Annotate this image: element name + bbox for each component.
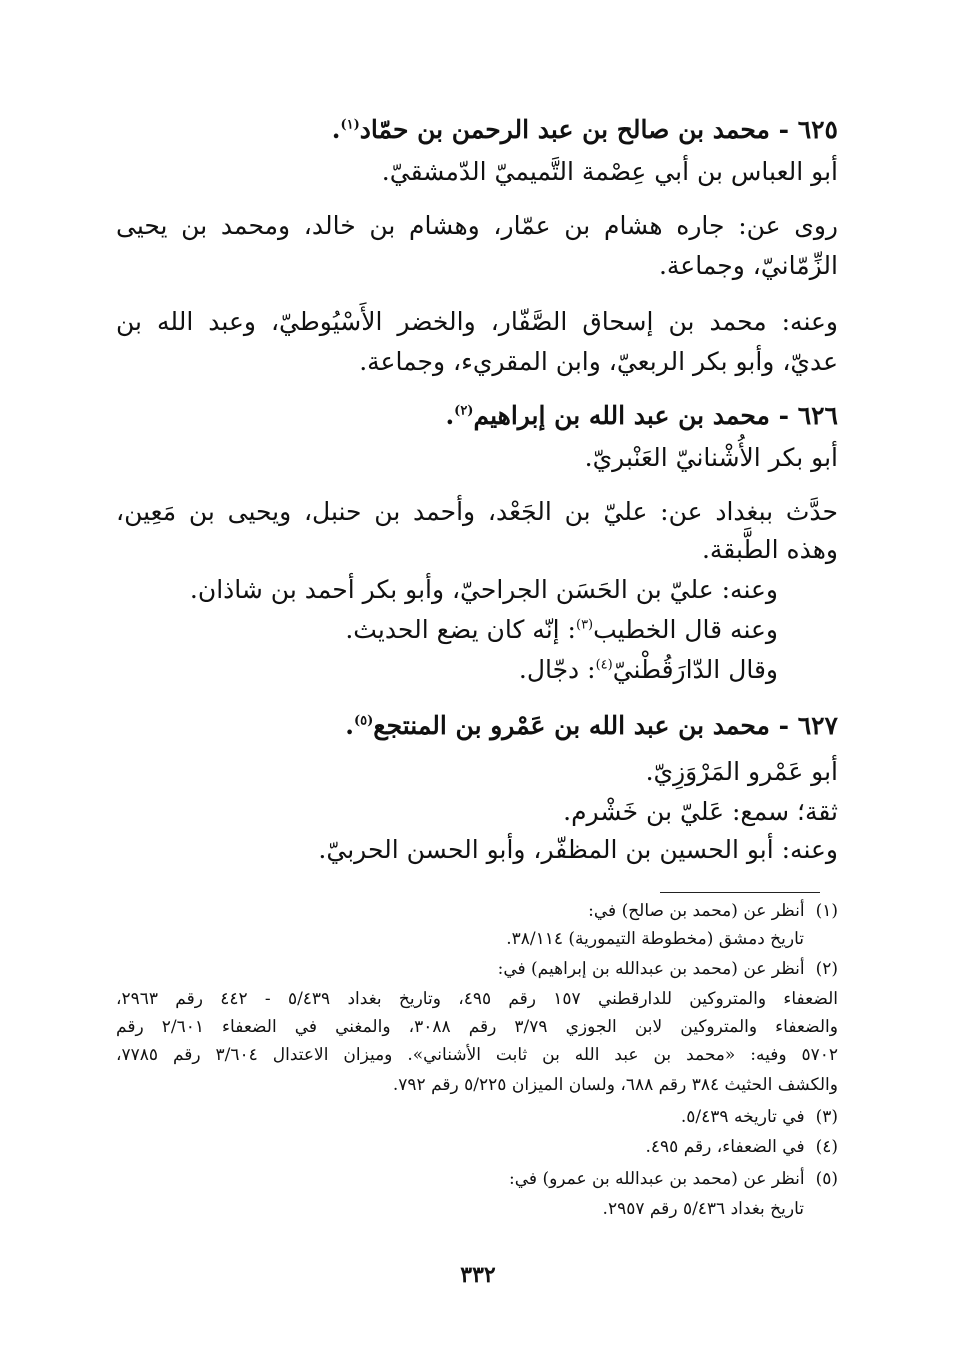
entry-narrated-by-cont: عديّ، وأبو بكر الربعيّ، وابن المقريء، وجماعة. [359, 347, 838, 376]
entry-narrated-from: روى عن: جاره هشام بن عمّار، وهشام بن خالد، ومحمد بن يحيى [116, 211, 838, 240]
entry-daraqutni-quote: وقال الدّارَقُطْنيّ$^{(٤)}$: دجّال. [518, 655, 778, 684]
footnote-ref: (٤) [595, 657, 613, 673]
footnote-1: (١) أنظر عن (محمد بن صالح) في: [116, 898, 838, 924]
entry-name: محمد بن عبد الله بن إبراهيم [473, 401, 770, 430]
entry-number: ٦٢٦ [797, 401, 838, 430]
footnote-divider [660, 892, 820, 893]
footnote-ref: (٢) [454, 403, 474, 419]
footnote-2-line: ٥٧٠٢ وفيه: «محمد بن عبد الله بن ثابت الأشناني». وميزان الاعتدال ٣/٦٠٤ رقم ٧٧٨٥، [116, 1045, 838, 1065]
footnote-2: (٢) أنظر عن (محمد بن عبدالله بن إبراهيم) في: [116, 956, 838, 982]
footnote-2-line: الضعفاء والمتروكين للدارقطني ١٥٧ رقم ٤٩٥، وتاريخ بغداد ٥/٤٣٩ - ٤٤٢ رقم ٢٩٦٣، [116, 989, 838, 1009]
footnote-number: (١) [815, 901, 838, 921]
entry-narrated-by: وعنه: محمد بن إسحاق الصَّفّار، والخضر الأَسْيُوطيّ، وعبد الله بن [116, 307, 838, 336]
entry-heading: ٦٢٥ - محمد بن صالح بن عبد الرحمن بن حمّاد$^{(١)}$. [331, 115, 838, 144]
footnote-2-line: والكشف الحثيث ٣٨٤ رقم ٦٨٨، ولسان الميزان ٥/٢٢٥ رقم ٧٩٢. [392, 1075, 838, 1095]
footnote-3: (٣) في تاريخه ٥/٤٣٩. [116, 1104, 838, 1130]
entry-status: ثقة؛ سمع: عَليّ بن خَشْرم. [563, 797, 838, 826]
page-number: ٣٣٢ [460, 1262, 496, 1288]
entry-kunya: أبو بكر الأُشْنانيّ العَنْبريّ. [584, 443, 838, 472]
footnote-number: (٥) [815, 1169, 838, 1189]
entry-narrated-by: وعنه: أبو الحسين بن المظفّر، وأبو الحسن الحربيّ. [318, 835, 838, 864]
entry-khatib-quote: وعنه قال الخطيب$^{(٣)}$: إنّه كان يضع الحديث. [345, 615, 778, 644]
entry-number: ٦٢٧ [797, 711, 838, 740]
entry-number: ٦٢٥ [797, 115, 838, 144]
entry-name: محمد بن عبد الله بن عَمْرو بن المنتجع [373, 711, 770, 740]
footnote-2-line: والضعفاء والمتروكين لابن الجوزي ٣/٧٩ رقم ٣٠٨٨، والمغني في الضعفاء ٢/٦٠١ رقم [116, 1017, 838, 1037]
entry-kunya: أبو العباس بن أبي عِصْمة التَّميميّ الدّمشقيّ. [381, 157, 838, 186]
entry-heading: ٦٢٦ - محمد بن عبد الله بن إبراهيم$^{(٢)}$. [445, 401, 838, 430]
footnote-1-line: تاريخ دمشق (مخطوطة التيمورية) ٣٨/١١٤. [506, 929, 804, 949]
entry-heading: ٦٢٧ - محمد بن عبد الله بن عَمْرو بن المنتجع$^{(٥)}$. [345, 711, 838, 740]
footnote-ref: (٥) [353, 713, 374, 729]
entry-narrated-from-cont: وهذه الطَّبقة. [701, 535, 838, 564]
footnote-ref: (٣) [575, 617, 594, 633]
entry-narrated-from-cont: الزِّمّانيّ، وجماعة. [658, 251, 838, 280]
footnote-number: (٣) [815, 1107, 838, 1127]
footnote-ref: (١) [340, 117, 360, 133]
footnote-5: (٥) أنظر عن (محمد بن عبدالله بن عمرو) في: [116, 1166, 838, 1192]
footnote-number: (٤) [815, 1137, 838, 1157]
footnote-4: (٤) في الضعفاء، رقم ٤٩٥. [116, 1134, 838, 1160]
footnote-number: (٢) [815, 959, 838, 979]
entry-kunya: أبو عَمْرو المَرْوَزِيّ. [645, 757, 838, 786]
entry-narrated-by: وعنه: عليّ بن الحَسَن الجراحيّ، وأبو بكر أحمد بن شاذان. [189, 575, 778, 604]
entry-narrated-from: حدَّث ببغداد عن: عليّ بن الجَعْد، وأحمد بن حنبل، ويحيى بن مَعِين، [116, 497, 838, 526]
entry-name: محمد بن صالح بن عبد الرحمن بن حمّاد [359, 115, 770, 144]
footnote-5-line: تاريخ بغداد ٥/٤٣٦ رقم ٢٩٥٧. [602, 1199, 804, 1219]
